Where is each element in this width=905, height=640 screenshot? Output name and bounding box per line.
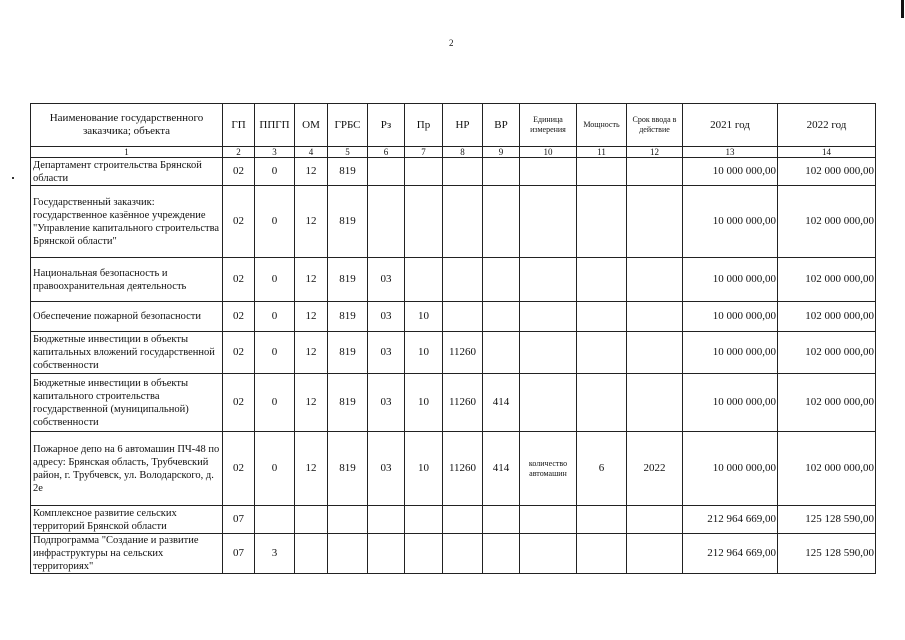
cell-unit: количество автомашин <box>520 432 577 506</box>
cell-amount-2022: 125 128 590,00 <box>778 506 876 534</box>
table-row <box>31 332 876 374</box>
cell-name: Комплексное развитие сельских территорий Брянской области <box>31 506 223 534</box>
cell-capacity <box>577 186 627 258</box>
column-number: 14 <box>778 147 876 158</box>
cell-commission-date <box>627 332 683 374</box>
header-om: ОМ <box>295 104 328 147</box>
header-grbs: ГРБС <box>328 104 368 147</box>
cell-gp: 02 <box>223 186 255 258</box>
cell-grbs: 819 <box>328 258 368 302</box>
cell-vr <box>483 258 520 302</box>
page-number: 2 <box>449 38 454 48</box>
cell-vr <box>483 302 520 332</box>
cell-ppgp: 0 <box>255 186 295 258</box>
cell-unit <box>520 332 577 374</box>
cell-om: 12 <box>295 186 328 258</box>
header-gp: ГП <box>223 104 255 147</box>
cell-vr <box>483 158 520 186</box>
header-ppgp: ППГП <box>255 104 295 147</box>
cell-commission-date <box>627 374 683 432</box>
cell-commission-date <box>627 506 683 534</box>
table-row <box>31 432 876 506</box>
header-capacity: Мощность <box>577 104 627 147</box>
cell-gp: 02 <box>223 374 255 432</box>
cell-grbs <box>328 506 368 534</box>
column-number: 9 <box>483 147 520 158</box>
cell-capacity <box>577 374 627 432</box>
cell-rz: 03 <box>368 432 405 506</box>
cell-capacity <box>577 534 627 574</box>
cell-gp: 02 <box>223 432 255 506</box>
cell-pr <box>405 258 443 302</box>
cell-amount-2022: 102 000 000,00 <box>778 158 876 186</box>
table-row <box>31 158 876 186</box>
cell-grbs: 819 <box>328 158 368 186</box>
table-row <box>31 506 876 534</box>
cell-om: 12 <box>295 158 328 186</box>
cell-commission-date <box>627 186 683 258</box>
cell-amount-2022: 102 000 000,00 <box>778 302 876 332</box>
cell-grbs: 819 <box>328 374 368 432</box>
cell-amount-2021: 10 000 000,00 <box>683 302 778 332</box>
cell-amount-2022: 102 000 000,00 <box>778 332 876 374</box>
cell-gp: 02 <box>223 332 255 374</box>
cell-amount-2022: 102 000 000,00 <box>778 432 876 506</box>
cell-om: 12 <box>295 302 328 332</box>
cell-nr: 11260 <box>443 332 483 374</box>
cell-name: Бюджетные инвестиции в объекты капитального строительства государственной (муниципальной) собственности <box>31 374 223 432</box>
cell-name: Пожарное депо на 6 автомашин ПЧ-48 по адресу: Брянская область, Трубчевский район, г. Трубчевск, ул. Володарского, д. 2е <box>31 432 223 506</box>
cell-ppgp: 3 <box>255 534 295 574</box>
cell-amount-2022: 102 000 000,00 <box>778 186 876 258</box>
cell-unit <box>520 374 577 432</box>
cell-rz <box>368 534 405 574</box>
header-rz: Рз <box>368 104 405 147</box>
cell-nr <box>443 302 483 332</box>
cell-om: 12 <box>295 332 328 374</box>
cell-vr: 414 <box>483 374 520 432</box>
cell-ppgp: 0 <box>255 432 295 506</box>
cell-commission-date <box>627 534 683 574</box>
cell-amount-2022: 102 000 000,00 <box>778 258 876 302</box>
cell-gp: 07 <box>223 534 255 574</box>
cell-vr <box>483 186 520 258</box>
cell-capacity <box>577 506 627 534</box>
column-number: 5 <box>328 147 368 158</box>
cell-unit <box>520 506 577 534</box>
cell-name: Департамент строительства Брянской области <box>31 158 223 186</box>
cell-capacity <box>577 302 627 332</box>
cell-amount-2021: 10 000 000,00 <box>683 158 778 186</box>
column-number: 6 <box>368 147 405 158</box>
cell-ppgp <box>255 506 295 534</box>
header-unit: Единица измерения <box>520 104 577 147</box>
column-number: 3 <box>255 147 295 158</box>
header-vr: ВР <box>483 104 520 147</box>
header-2021: 2021 год <box>683 104 778 147</box>
header-nr: НР <box>443 104 483 147</box>
column-number: 11 <box>577 147 627 158</box>
cell-amount-2021: 212 964 669,00 <box>683 506 778 534</box>
cell-nr <box>443 258 483 302</box>
cell-vr: 414 <box>483 432 520 506</box>
cell-nr: 11260 <box>443 374 483 432</box>
cell-amount-2021: 10 000 000,00 <box>683 374 778 432</box>
cell-amount-2021: 10 000 000,00 <box>683 258 778 302</box>
cell-unit <box>520 186 577 258</box>
cell-name: Подпрограмма "Создание и развитие инфраструктуры на сельских территориях" <box>31 534 223 574</box>
cell-amount-2022: 125 128 590,00 <box>778 534 876 574</box>
cell-grbs: 819 <box>328 186 368 258</box>
cell-unit <box>520 158 577 186</box>
cell-name: Государственный заказчик: государственное казённое учреждение "Управление капитального строительства Брянской области" <box>31 186 223 258</box>
cell-capacity <box>577 332 627 374</box>
table-row <box>31 374 876 432</box>
cell-vr <box>483 506 520 534</box>
cell-rz <box>368 186 405 258</box>
cell-ppgp: 0 <box>255 374 295 432</box>
header-commission-date: Срок ввода в действие <box>627 104 683 147</box>
cell-ppgp: 0 <box>255 332 295 374</box>
cell-name: Обеспечение пожарной безопасности <box>31 302 223 332</box>
cell-gp: 02 <box>223 302 255 332</box>
cell-commission-date <box>627 302 683 332</box>
cell-capacity <box>577 158 627 186</box>
cell-grbs <box>328 534 368 574</box>
cell-grbs: 819 <box>328 302 368 332</box>
cell-nr <box>443 158 483 186</box>
cell-pr: 10 <box>405 302 443 332</box>
table-row <box>31 258 876 302</box>
cell-pr: 10 <box>405 374 443 432</box>
cell-gp: 02 <box>223 158 255 186</box>
budget-table <box>30 103 876 574</box>
cell-rz: 03 <box>368 374 405 432</box>
cell-unit <box>520 534 577 574</box>
cell-pr: 10 <box>405 432 443 506</box>
cell-commission-date <box>627 158 683 186</box>
cell-pr: 10 <box>405 332 443 374</box>
column-number: 10 <box>520 147 577 158</box>
cell-om <box>295 506 328 534</box>
scan-dot <box>12 177 14 179</box>
cell-grbs: 819 <box>328 332 368 374</box>
column-number: 1 <box>31 147 223 158</box>
table-row <box>31 302 876 332</box>
cell-pr <box>405 158 443 186</box>
cell-name: Бюджетные инвестиции в объекты капитальных вложений государственной собственности <box>31 332 223 374</box>
cell-om: 12 <box>295 432 328 506</box>
cell-capacity: 6 <box>577 432 627 506</box>
table-row <box>31 186 876 258</box>
column-number: 8 <box>443 147 483 158</box>
cell-pr <box>405 506 443 534</box>
cell-vr <box>483 332 520 374</box>
column-number: 13 <box>683 147 778 158</box>
cell-nr <box>443 506 483 534</box>
cell-name: Национальная безопасность и правоохранительная деятельность <box>31 258 223 302</box>
header-pr: Пр <box>405 104 443 147</box>
cell-unit <box>520 258 577 302</box>
cell-unit <box>520 302 577 332</box>
cell-nr <box>443 186 483 258</box>
table-body <box>31 147 876 574</box>
cell-commission-date: 2022 <box>627 432 683 506</box>
cell-nr <box>443 534 483 574</box>
scan-edge-mark <box>901 0 904 18</box>
cell-pr <box>405 186 443 258</box>
cell-ppgp: 0 <box>255 302 295 332</box>
table-header-row <box>31 104 876 147</box>
cell-capacity <box>577 258 627 302</box>
column-number-row <box>31 147 876 158</box>
cell-ppgp: 0 <box>255 158 295 186</box>
cell-rz: 03 <box>368 302 405 332</box>
cell-amount-2022: 102 000 000,00 <box>778 374 876 432</box>
cell-rz <box>368 158 405 186</box>
cell-commission-date <box>627 258 683 302</box>
cell-ppgp: 0 <box>255 258 295 302</box>
cell-vr <box>483 534 520 574</box>
cell-amount-2021: 10 000 000,00 <box>683 432 778 506</box>
header-2022: 2022 год <box>778 104 876 147</box>
cell-rz: 03 <box>368 332 405 374</box>
cell-om <box>295 534 328 574</box>
cell-grbs: 819 <box>328 432 368 506</box>
cell-om: 12 <box>295 258 328 302</box>
cell-om: 12 <box>295 374 328 432</box>
cell-amount-2021: 212 964 669,00 <box>683 534 778 574</box>
column-number: 2 <box>223 147 255 158</box>
column-number: 4 <box>295 147 328 158</box>
header-name: Наименование государственного заказчика; объекта <box>31 104 223 147</box>
cell-gp: 07 <box>223 506 255 534</box>
cell-amount-2021: 10 000 000,00 <box>683 186 778 258</box>
column-number: 12 <box>627 147 683 158</box>
cell-rz <box>368 506 405 534</box>
cell-pr <box>405 534 443 574</box>
cell-nr: 11260 <box>443 432 483 506</box>
cell-rz: 03 <box>368 258 405 302</box>
cell-gp: 02 <box>223 258 255 302</box>
table-row <box>31 534 876 574</box>
column-number: 7 <box>405 147 443 158</box>
cell-amount-2021: 10 000 000,00 <box>683 332 778 374</box>
